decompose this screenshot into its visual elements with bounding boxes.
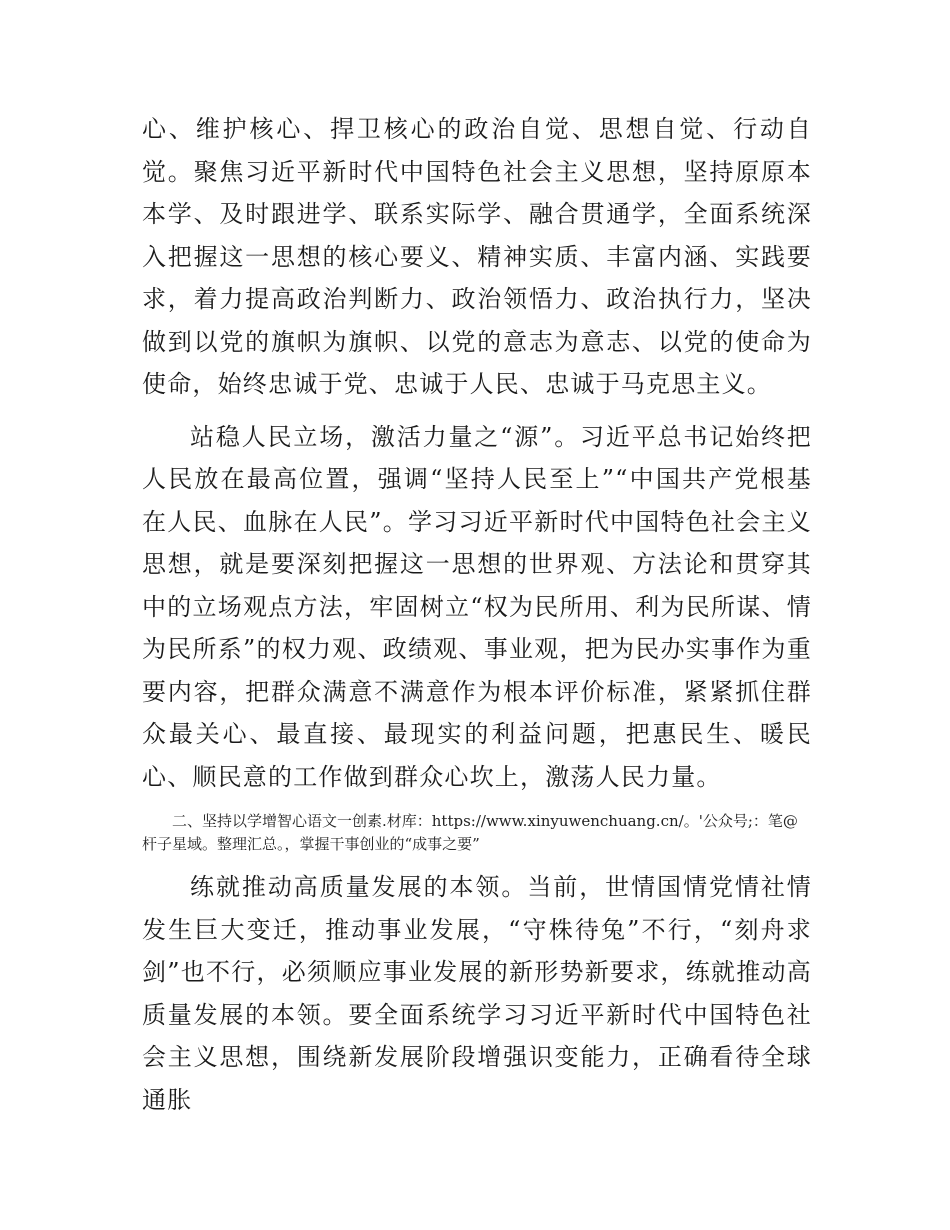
section-heading: 二、坚持以学增智心语文一创素.材库：https://www.xinyuwenchuang.cn/。'公众号;：笔@杆子星域。整理汇总。，掌握干事创业的“成事之要” [142, 812, 798, 853]
paragraph-high-quality-development: 练就推动高质量发展的本领。当前，世情国情党情社情发生巨大变迁，推动事业发展，“守株待兔”不行，“刻舟求剑”也不行，必须顺应事业发展的新形势新要求，练就推动高质量发展的本领。要全面系统学习习近平新时代中国特色社会主义思想，围绕新发展阶段增强识变能力，正确看待全球通胀 [142, 873, 812, 1114]
paragraph-people-stance: 站稳人民立场，激活力量之“源”。习近平总书记始终把人民放在最高位置，强调“坚持人民至上”“中国共产党根基在人民、血脉在人民”。学习习近平新时代中国特色社会主义思想，就是要深刻把握这一思想的世界观、方法论和贯穿其中的立场观点方法，牢固树立“权为民所用、利为民所谋、情为民所系”的权力观、政绩观、事业观，把为民办实事作为重要内容，把群众满意不满意作为根本评价标准，紧紧抓住群众最关心、最直接、最现实的利益问题，把惠民生、暖民心、顺民意的工作做到群众心坎上，激荡人民力量。 [142, 422, 812, 791]
paragraph-continued: 心、维护核心、捍卫核心的政治自觉、思想自觉、行动自觉。聚焦习近平新时代中国特色社会主义思想，坚持原原本本学、及时跟进学、联系实际学、融合贯通学，全面系统深入把握这一思想的核心要义、精神实质、丰富内涵、实践要求，着力提高政治判断力、政治领悟力、政治执行力，坚决做到以党的旗帜为旗帜、以党的意志为意志、以党的使命为使命，始终忠诚于党、忠诚于人民、忠诚于马克思主义。 [142, 115, 812, 398]
document-page [142, 108, 812, 1121]
